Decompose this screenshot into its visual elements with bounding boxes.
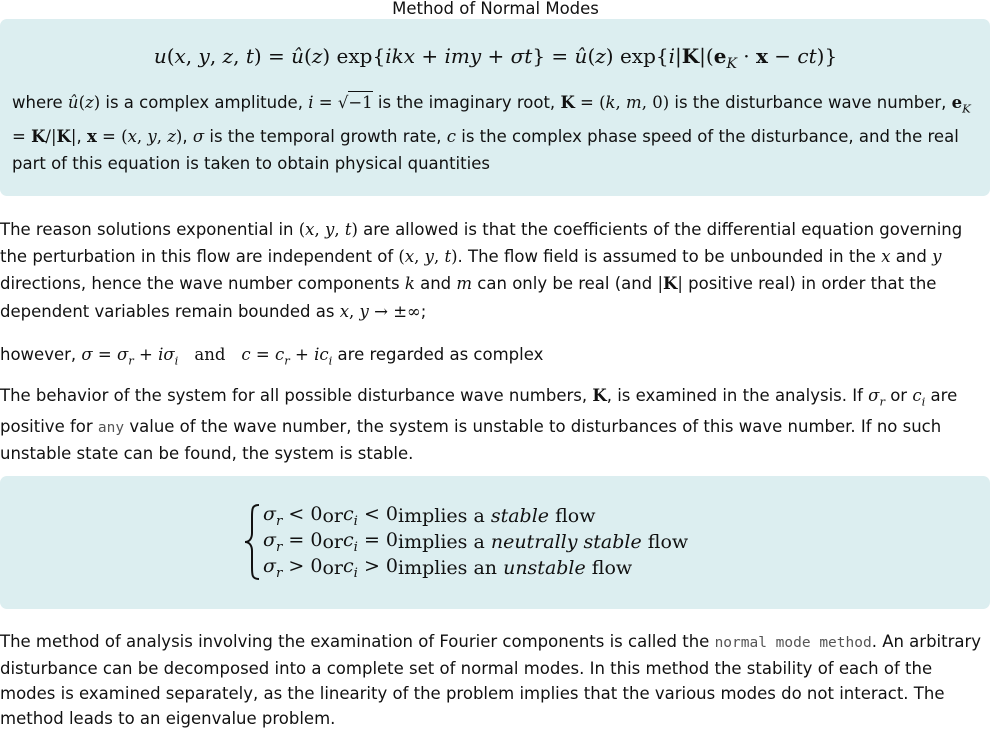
stability-criterion-paragraph: The behavior of the system for all possible disturbance wave numbers, K, is examined in the analysis. If $\sigma_r$ or $c_i$ are positive for any value of the wave number, the system is unstable to disturbances of this wave number. If no such unstable state can be found, the system is stable. bbox=[0, 386, 958, 464]
complex-parameters-line: however, $\sigma = \sigma_r + i\sigma_i$ and $c = c_r + ic_i$ are regarded as complex bbox=[0, 345, 544, 368]
neutral-case-row: $\sigma_r = 0$ or $c_i = 0$ implies a neutrally stable flow bbox=[263, 529, 689, 555]
left-brace-icon bbox=[243, 503, 261, 581]
definition-text: where û(z) is a complex amplitude, i = √−1 is the imaginary root, K = (k, m, 0) is the disturbance wave number, $e_K = K/|K|$, x = (x, y, z), σ is the temporal growth rate, c is the complex phase speed of the disturbance, and the real part of this equation is taken to obtain physical quantities bbox=[12, 93, 971, 174]
page-title: Method of Normal Modes bbox=[392, 0, 599, 18]
normal-mode-method-paragraph: The method of analysis involving the examination of Fourier components is called the normal mode method. An arbitrary disturbance can be decomposed into a complete set of normal modes. In this method the stability of each of the modes is examined separately, as the linearity of the problem implies that the various modes do not interact. The method leads to an eigenvalue problem. bbox=[0, 632, 982, 728]
explanation-paragraph: The reason solutions exponential in (x, y, t) are allowed is that the coefficients of the differential equation governing the perturbation in this flow are independent of (x, y, t). The flow field is assumed to be unbounded in the x and y directions, hence the wave number components k and m can only be real (and |K| positive real) in order that the dependent variables remain bounded as x, y → ±∞; bbox=[0, 220, 963, 321]
normal-mode-equation: u(x, y, z, t) = û(z) exp{ikx + imy + σt} = û(z) $\exp\{i|K|(e_K \cdot x - ct)\}$ bbox=[153, 44, 838, 72]
stable-case-row: $\sigma_r < 0$ or $c_i < 0$ implies a stable flow bbox=[263, 503, 596, 529]
unstable-case-row: $\sigma_r > 0$ or $c_i > 0$ implies an unstable flow bbox=[263, 555, 633, 581]
